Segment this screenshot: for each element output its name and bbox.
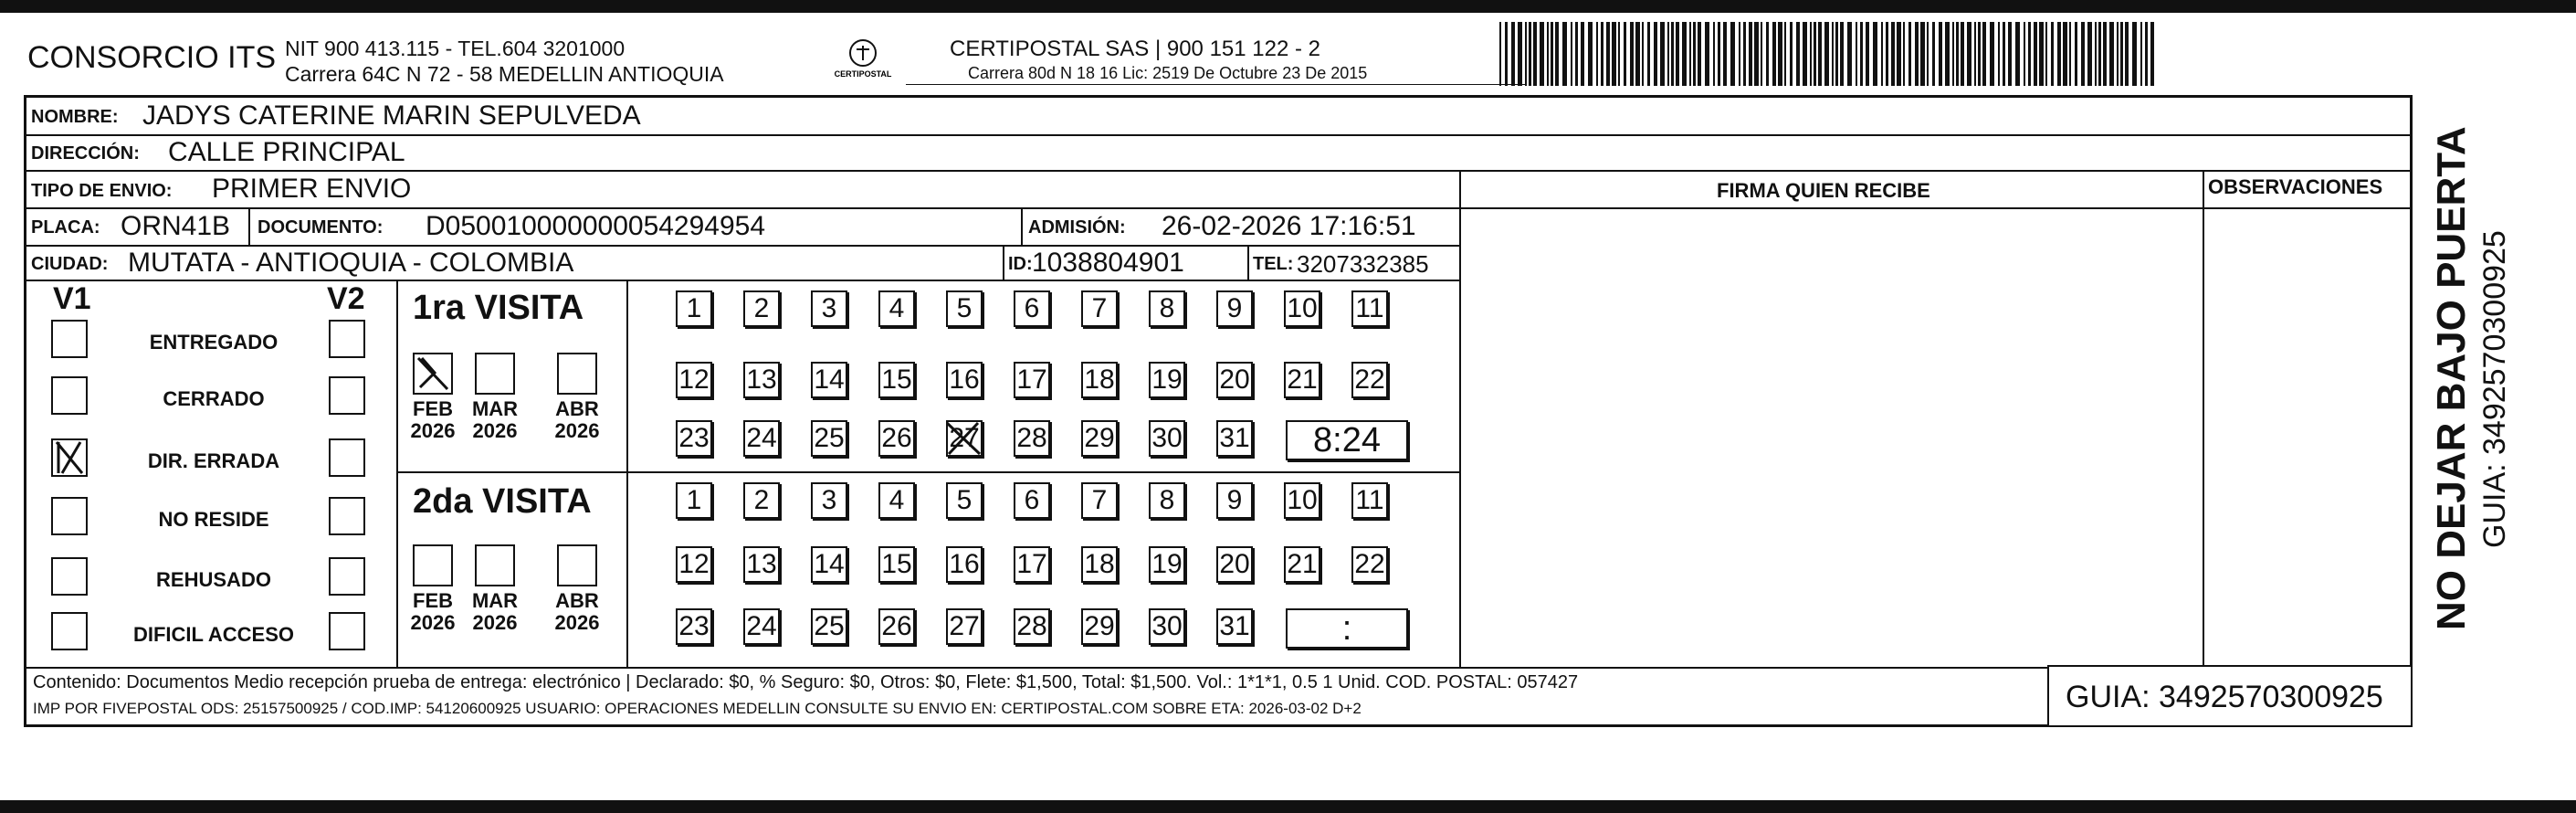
barcode-bar	[1511, 22, 1515, 86]
day-box[interactable]: 23	[676, 420, 712, 457]
carrier-address: Carrera 80d N 18 16 Lic: 2519 De Octubre 23 De 2015	[968, 64, 1368, 82]
barcode-bar	[1749, 22, 1752, 86]
barcode-bar	[1982, 22, 1986, 86]
footer-contenido: Contenido: Documentos Medio recepción prueba de entrega: electrónico | Declarado: $0, % Seguro: $0, Otros: $0, Flete: $1,500, Total: $1,500. Vol.: 1*1*1, 0.5 1 Unid. COD. POSTAL: 057427	[33, 672, 1579, 692]
barcode-bar	[2087, 22, 2092, 86]
month-label: MAR 2026	[471, 397, 519, 443]
barcode-bar	[2117, 22, 2119, 86]
observaciones-header: OBSERVACIONES	[2208, 175, 2383, 198]
carrier-name: CERTIPOSTAL SAS | 900 151 122 - 2	[950, 37, 1320, 61]
result-label: NO RESIDE	[158, 508, 269, 531]
tel-value: 3207332385	[1297, 250, 1429, 278]
id-label: ID:	[1008, 254, 1033, 274]
day-box[interactable]: 27	[946, 420, 983, 457]
barcode-bar	[1915, 22, 1919, 86]
result-label: DIFICIL ACCESO	[132, 623, 294, 646]
day-box[interactable]: 10	[1284, 482, 1320, 519]
day-box[interactable]: 5	[946, 482, 983, 519]
month-label: ABR 2026	[554, 589, 600, 635]
result-label: CERRADO	[163, 387, 265, 410]
month-checkbox[interactable]	[475, 353, 515, 395]
barcode-bar	[2132, 22, 2137, 86]
barcode-bar	[1551, 22, 1553, 86]
footer-guia: GUIA: 3492570300925	[2066, 680, 2383, 714]
barcode-bar	[1873, 22, 1877, 86]
barcode-bar	[1713, 22, 1715, 86]
day-box[interactable]: 18	[1081, 546, 1118, 583]
day-box[interactable]: 6	[1014, 482, 1050, 519]
barcode-bar	[2051, 22, 2054, 86]
barcode-bar	[1612, 22, 1616, 86]
result-label: ENTREGADO	[149, 331, 279, 354]
barcode-bar	[1682, 22, 1687, 86]
barcode-bar	[1932, 22, 1935, 86]
day-box[interactable]: 31	[1216, 420, 1253, 457]
barcode-bar	[1647, 22, 1650, 86]
barcode-bar	[1667, 22, 1669, 86]
day-box[interactable]: 1	[676, 290, 712, 327]
ciudad-value: MUTATA - ANTIOQUIA - COLOMBIA	[128, 248, 574, 278]
tipo-envio-value: PRIMER ENVIO	[212, 174, 412, 204]
barcode-bar	[1630, 22, 1634, 86]
v2-checkbox[interactable]	[329, 557, 365, 596]
day-box[interactable]: 20	[1216, 546, 1253, 583]
day-box[interactable]: 14	[811, 362, 847, 398]
barcode-bar	[1562, 22, 1567, 86]
barcode-bar	[1581, 22, 1584, 86]
barcode-bar	[1796, 22, 1800, 86]
day-box[interactable]: 8	[1149, 482, 1185, 519]
barcode-bar	[1671, 22, 1674, 86]
barcode-bar	[1723, 22, 1727, 86]
barcode-bar	[1927, 22, 1929, 86]
day-box[interactable]: 4	[878, 482, 915, 519]
barcode-bar	[1990, 22, 1994, 86]
company-nit: NIT 900 413.115 - TEL.604 3201000	[285, 37, 626, 60]
day-box[interactable]: 11	[1351, 290, 1388, 327]
barcode-bar	[2081, 22, 2085, 86]
barcode-bar	[1575, 22, 1578, 86]
barcode-bar	[1814, 22, 1816, 86]
barcode-bar	[2069, 22, 2071, 86]
barcode-bar	[2145, 22, 2148, 86]
nombre-label: NOMBRE:	[31, 107, 119, 127]
barcode-bar	[1698, 22, 1701, 86]
footer-imp: IMP POR FIVEPOSTAL ODS: 25157500925 / COD.IMP: 54120600925 USUARIO: OPERACIONES MEDELLIN CONSULTE SU ENVIO EN: CERTIPOSTAL.COM SOBRE ETA: 2026-03-02 D+2	[33, 700, 1362, 717]
barcode-bar	[1660, 22, 1665, 86]
day-box[interactable]: 26	[878, 608, 915, 645]
barcode-bar	[2140, 22, 2142, 86]
barcode-bar	[2057, 22, 2061, 86]
barcode-bar	[1886, 22, 1888, 86]
barcode-bar	[2098, 22, 2101, 86]
firma-header: FIRMA QUIEN RECIBE	[1717, 179, 1930, 202]
direccion-label: DIRECCIÓN:	[31, 143, 140, 164]
barcode-bar	[1835, 22, 1838, 86]
day-box[interactable]: 9	[1216, 290, 1253, 327]
result-label: DIR. ERRADA	[147, 449, 280, 472]
placa-value: ORN41B	[121, 211, 231, 241]
day-box[interactable]: 22	[1351, 362, 1388, 398]
v2-checkbox[interactable]	[329, 438, 365, 477]
nombre-value: JADYS CATERINE MARIN SEPULVEDA	[142, 100, 641, 131]
result-label: REHUSADO	[156, 568, 271, 591]
day-box[interactable]: 2	[743, 290, 780, 327]
day-box[interactable]: 1	[676, 482, 712, 519]
tipo-envio-label: TIPO DE ENVIO:	[31, 181, 173, 201]
barcode-bar	[1939, 22, 1942, 86]
documento-value: D050010000000054294954	[426, 211, 766, 241]
barcode-bar	[1974, 22, 1976, 86]
barcode-bar	[2039, 22, 2044, 86]
visit2-title: 2da VISITA	[413, 482, 592, 521]
time-box[interactable]: :	[1286, 608, 1408, 649]
barcode-bar	[1635, 22, 1640, 86]
signature-area[interactable]	[1461, 209, 2201, 666]
barcode-bar	[1533, 22, 1537, 86]
check-mark-icon	[415, 354, 451, 393]
v2-checkbox[interactable]	[329, 612, 365, 650]
barcode-bar	[1956, 22, 1959, 86]
admision-value: 26-02-2026 17:16:51	[1162, 211, 1416, 241]
company-address: Carrera 64C N 72 - 58 MEDELLIN ANTIOQUIA	[285, 62, 724, 86]
day-box[interactable]: 11	[1351, 482, 1388, 519]
barcode-bar	[1693, 22, 1696, 86]
barcode-bar	[1571, 22, 1572, 86]
barcode-bar	[1945, 22, 1950, 86]
day-box[interactable]: 5	[946, 290, 983, 327]
v2-checkbox[interactable]	[329, 320, 365, 358]
day-box[interactable]: 18	[1081, 362, 1118, 398]
barcode-bar	[2045, 22, 2047, 86]
day-box[interactable]: 17	[1014, 546, 1050, 583]
barcode	[1499, 22, 2157, 86]
barcode-bar	[1743, 22, 1746, 86]
barcode-bar	[1790, 22, 1793, 86]
barcode-bar	[1718, 22, 1720, 86]
barcode-bar	[1754, 22, 1759, 86]
barcode-bar	[1529, 22, 1531, 86]
day-box[interactable]: 25	[811, 420, 847, 457]
v1-checkbox[interactable]	[51, 438, 88, 477]
barcode-bar	[1654, 22, 1657, 86]
day-box[interactable]: 15	[878, 546, 915, 583]
barcode-bar	[1832, 22, 1834, 86]
barcode-bar	[1739, 22, 1740, 86]
barcode-bar	[2003, 22, 2005, 86]
barcode-bar	[1810, 22, 1812, 86]
day-box[interactable]: 12	[676, 546, 712, 583]
day-box[interactable]: 16	[946, 546, 983, 583]
documento-label: DOCUMENTO:	[258, 217, 384, 238]
barcode-bar	[1761, 22, 1762, 86]
barcode-bar	[1897, 22, 1901, 86]
barcode-bar	[1803, 22, 1807, 86]
barcode-bar	[2150, 22, 2154, 86]
barcode-bar	[1499, 22, 1501, 86]
barcode-bar	[1952, 22, 1954, 86]
check-mark-icon	[53, 440, 86, 475]
barcode-bar	[1847, 22, 1852, 86]
day-box[interactable]: 23	[676, 608, 712, 645]
barcode-bar	[1705, 22, 1709, 86]
barcode-bar	[1555, 22, 1559, 86]
v2-label: V2	[327, 281, 365, 316]
barcode-bar	[1772, 22, 1776, 86]
day-box[interactable]: 30	[1149, 420, 1185, 457]
month-label: FEB 2026	[410, 589, 456, 635]
barcode-bar	[1920, 22, 1925, 86]
day-box[interactable]: 28	[1014, 608, 1050, 645]
day-box[interactable]: 29	[1081, 420, 1118, 457]
day-box[interactable]: 26	[878, 420, 915, 457]
barcode-bar	[1891, 22, 1895, 86]
barcode-bar	[1730, 22, 1735, 86]
barcode-bar	[1624, 22, 1626, 86]
day-box[interactable]: 17	[1014, 362, 1050, 398]
ciudad-label: CIUDAD:	[31, 254, 109, 274]
direccion-value: CALLE PRINCIPAL	[168, 137, 405, 167]
barcode-bar	[1998, 22, 2000, 86]
day-box[interactable]: 19	[1149, 362, 1185, 398]
certipostal-logo	[822, 37, 904, 82]
barcode-bar	[2028, 22, 2031, 86]
barcode-bar	[1588, 22, 1593, 86]
day-box[interactable]: 3	[811, 290, 847, 327]
barcode-bar	[1547, 22, 1549, 86]
barcode-bar	[1505, 22, 1508, 86]
month-checkbox[interactable]	[413, 544, 453, 586]
v1-label: V1	[53, 281, 91, 316]
side-guia: GUIA: 3492570300925	[2477, 230, 2512, 548]
day-box[interactable]: 13	[743, 362, 780, 398]
top-bar	[0, 0, 2576, 13]
day-box[interactable]: 16	[946, 362, 983, 398]
day-box[interactable]: 27	[946, 608, 983, 645]
barcode-bar	[1784, 22, 1786, 86]
v2-checkbox[interactable]	[329, 376, 365, 415]
day-box[interactable]: 8	[1149, 290, 1185, 327]
placa-label: PLACA:	[31, 217, 100, 238]
barcode-bar	[1606, 22, 1610, 86]
barcode-bar	[2103, 22, 2107, 86]
barcode-bar	[1818, 22, 1822, 86]
barcode-bar	[2015, 22, 2020, 86]
month-checkbox[interactable]	[557, 544, 597, 586]
observaciones-area[interactable]	[2204, 209, 2411, 666]
day-box[interactable]: 28	[1014, 420, 1050, 457]
day-box[interactable]: 4	[878, 290, 915, 327]
barcode-bar	[1903, 22, 1905, 86]
barcode-bar	[2008, 22, 2012, 86]
day-box[interactable]: 2	[743, 482, 780, 519]
v1-checkbox[interactable]	[51, 557, 88, 596]
barcode-bar	[1540, 22, 1544, 86]
month-checkbox[interactable]	[413, 353, 453, 395]
month-checkbox[interactable]	[475, 544, 515, 586]
day-box[interactable]: 20	[1216, 362, 1253, 398]
v2-checkbox[interactable]	[329, 497, 365, 535]
barcode-bar	[1778, 22, 1782, 86]
barcode-bar	[1676, 22, 1679, 86]
barcode-bar	[1601, 22, 1603, 86]
day-box[interactable]: 7	[1081, 482, 1118, 519]
month-label: ABR 2026	[554, 397, 600, 443]
barcode-bar	[1961, 22, 1964, 86]
barcode-bar	[1881, 22, 1883, 86]
v1-checkbox[interactable]	[51, 320, 88, 358]
tel-label: TEL:	[1253, 254, 1294, 274]
company-name: CONSORCIO ITS	[27, 40, 277, 75]
day-box[interactable]: 21	[1284, 362, 1320, 398]
day-box[interactable]: 13	[743, 546, 780, 583]
barcode-bar	[2024, 22, 2025, 86]
v1-checkbox[interactable]	[51, 612, 88, 650]
day-box[interactable]: 15	[878, 362, 915, 398]
bottom-bar	[0, 800, 2576, 813]
barcode-bar	[2125, 22, 2129, 86]
v1-checkbox[interactable]	[51, 376, 88, 415]
logo-text: CERTIPOSTAL	[834, 69, 892, 79]
barcode-bar	[1856, 22, 1857, 86]
barcode-bar	[1596, 22, 1598, 86]
side-title: NO DEJAR BAJO PUERTA	[2429, 126, 2474, 630]
day-box[interactable]: 10	[1284, 290, 1320, 327]
barcode-bar	[1978, 22, 1981, 86]
id-value: 1038804901	[1032, 248, 1184, 278]
barcode-bar	[1618, 22, 1620, 86]
day-box[interactable]: 24	[743, 420, 780, 457]
day-box[interactable]: 19	[1149, 546, 1185, 583]
barcode-bar	[2034, 22, 2037, 86]
day-box[interactable]: 30	[1149, 608, 1185, 645]
barcode-bar	[1642, 22, 1644, 86]
day-box[interactable]: 24	[743, 608, 780, 645]
barcode-bar	[1860, 22, 1863, 86]
time-box[interactable]: 8:24	[1286, 420, 1408, 460]
day-box[interactable]: 7	[1081, 290, 1118, 327]
admision-label: ADMISIÓN:	[1028, 217, 1126, 238]
barcode-bar	[1766, 22, 1769, 86]
day-box[interactable]: 25	[811, 608, 847, 645]
barcode-bar	[1840, 22, 1844, 86]
day-box[interactable]: 22	[1351, 546, 1388, 583]
barcode-bar	[1824, 22, 1829, 86]
side-guia-wrap	[2476, 164, 2513, 548]
day-box[interactable]: 3	[811, 482, 847, 519]
day-box[interactable]: 29	[1081, 608, 1118, 645]
barcode-bar	[1689, 22, 1691, 86]
month-label: MAR 2026	[471, 589, 519, 635]
day-box[interactable]: 14	[811, 546, 847, 583]
day-box[interactable]: 6	[1014, 290, 1050, 327]
visit1-title: 1ra VISITA	[413, 289, 584, 327]
barcode-bar	[1866, 22, 1869, 86]
barcode-bar	[1518, 22, 1522, 86]
cross-mark-icon	[943, 419, 983, 458]
barcode-bar	[1967, 22, 1971, 86]
day-box[interactable]: 31	[1216, 608, 1253, 645]
day-box[interactable]: 12	[676, 362, 712, 398]
barcode-bar	[2075, 22, 2077, 86]
day-box[interactable]: 21	[1284, 546, 1320, 583]
barcode-bar	[2120, 22, 2123, 86]
barcode-bar	[2109, 22, 2114, 86]
month-label: FEB 2026	[410, 397, 456, 443]
carrier-underline	[906, 84, 1527, 85]
v1-checkbox[interactable]	[51, 497, 88, 535]
barcode-bar	[2095, 22, 2097, 86]
side-warning	[2429, 100, 2475, 630]
barcode-bar	[1525, 22, 1527, 86]
barcode-bar	[1908, 22, 1911, 86]
month-checkbox[interactable]	[557, 353, 597, 395]
barcode-bar	[2063, 22, 2067, 86]
day-box[interactable]: 9	[1216, 482, 1253, 519]
